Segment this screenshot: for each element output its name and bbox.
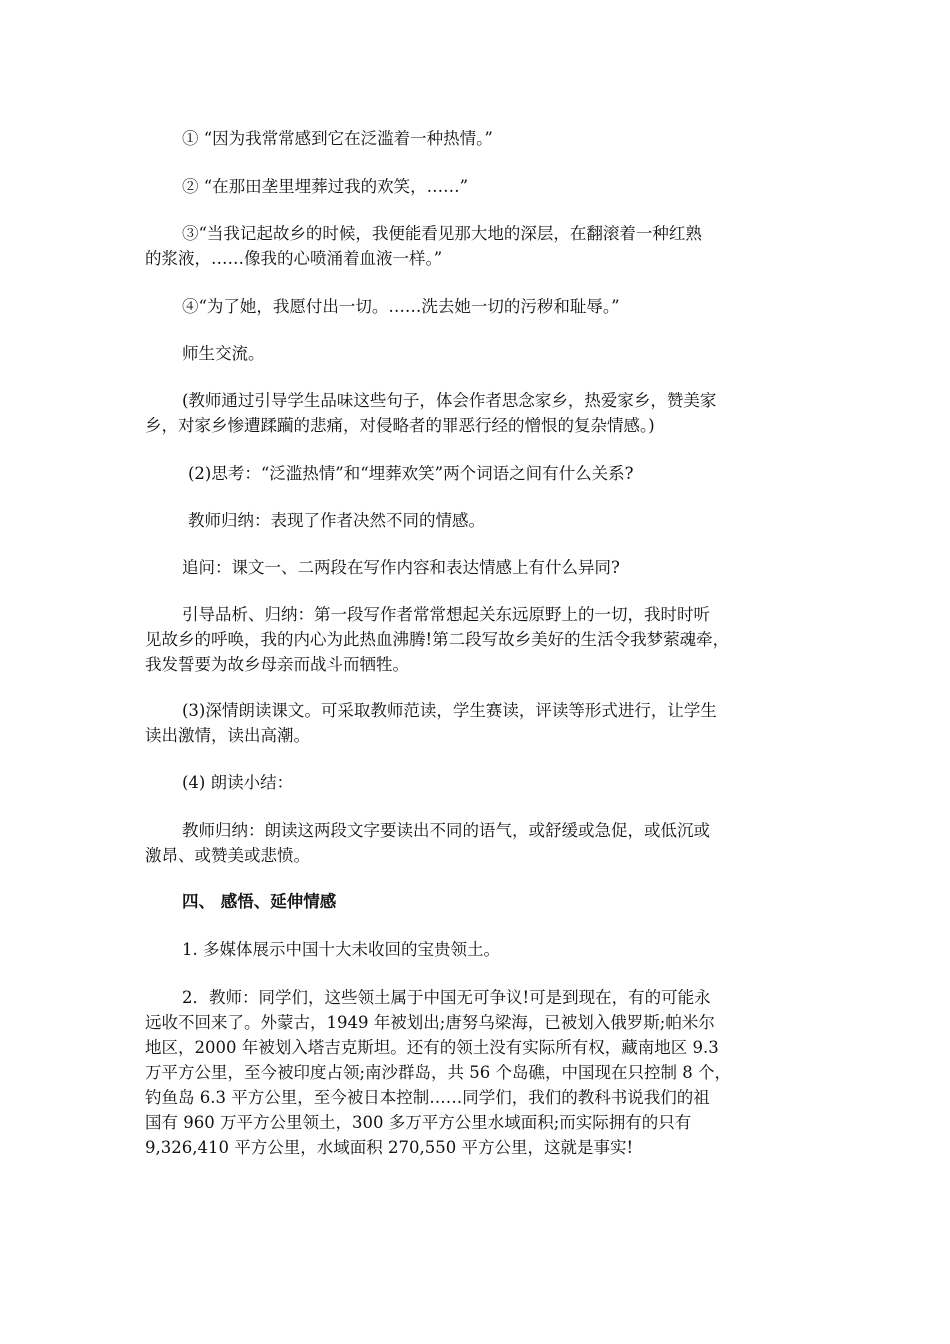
list-item-2: 2．教师：同学们，这些领土属于中国无可争议!可是到现在，有的可能永 远收不回来了。外蒙古，1949 年被划出;唐努乌梁海，已被划入俄罗斯;帕米尔 地区，2000 年被划入塔吉克斯坦。还有的领土没有实际所有权，藏南地区 9.3 万平方公里，至今被印度占领;南沙群岛，共 56 个岛礁，中国现在只控制 8 个， 钓鱼岛 6.3 平方公里，至今被日本控制……同学们，我们的教科书说我们的祖 国有 960 万平方公里领土，300 多万平方公里水域面积;而实际拥有的只有 9,326,410 平方公里，水域面积 270,550 平方公里，这就是事实! bbox=[145, 988, 732, 1157]
quote-1: ① “因为我常常感到它在泛滥着一种热情。” bbox=[182, 129, 493, 148]
reading-step-4: (4) 朗读小结： bbox=[182, 773, 294, 792]
section-heading-4: 四、 感悟、延伸情感 bbox=[182, 892, 337, 911]
quote-3: ③“当我记起故乡的时候，我便能看见那大地的深层，在翻滚着一种红熟 的浆液，……像我的心喷涌着血液一样。” bbox=[145, 224, 702, 268]
think-question-2: (2)思考：“泛滥热情”和“埋葬欢笑”两个词语之间有什么关系? bbox=[188, 464, 634, 483]
quote-4: ④“为了她，我愿付出一切。……洗去她一切的污秽和耻辱。” bbox=[182, 297, 620, 316]
quote-2: ② “在那田垄里埋葬过我的欢笑，……” bbox=[182, 177, 469, 196]
follow-up-question: 追问：课文一、二两段在写作内容和表达情感上有什么异同? bbox=[182, 558, 620, 577]
teacher-student-exchange: 师生交流。 bbox=[182, 344, 265, 363]
guided-analysis: 引导品析、归纳：第一段写作者常常想起关东远原野上的一切，我时时听 见故乡的呼唤，我的内心为此热血沸腾!第二段写故乡美好的生活令我梦萦魂牵， 我发誓要为故乡母亲而战斗而牺牲。 bbox=[145, 605, 730, 674]
teacher-note: (教师通过引导学生品味这些句子，体会作者思念家乡，热爱家乡，赞美家 乡，对家乡惨遭蹂躏的悲痛，对侵略者的罪恶行经的憎恨的复杂情感。) bbox=[145, 391, 717, 435]
teacher-summary-2: 教师归纳：朗读这两段文字要读出不同的语气，或舒缓或急促，或低沉或 激昂、或赞美或悲愤。 bbox=[145, 821, 710, 865]
teacher-summary-1: 教师归纳：表现了作者决然不同的情感。 bbox=[188, 511, 485, 530]
list-item-1: 1. 多媒体展示中国十大未收回的宝贵领土。 bbox=[182, 940, 500, 959]
reading-step-3: (3)深情朗读课文。可采取教师范读，学生赛读，评读等形式进行，让学生 读出激情，读出高潮。 bbox=[145, 701, 717, 745]
